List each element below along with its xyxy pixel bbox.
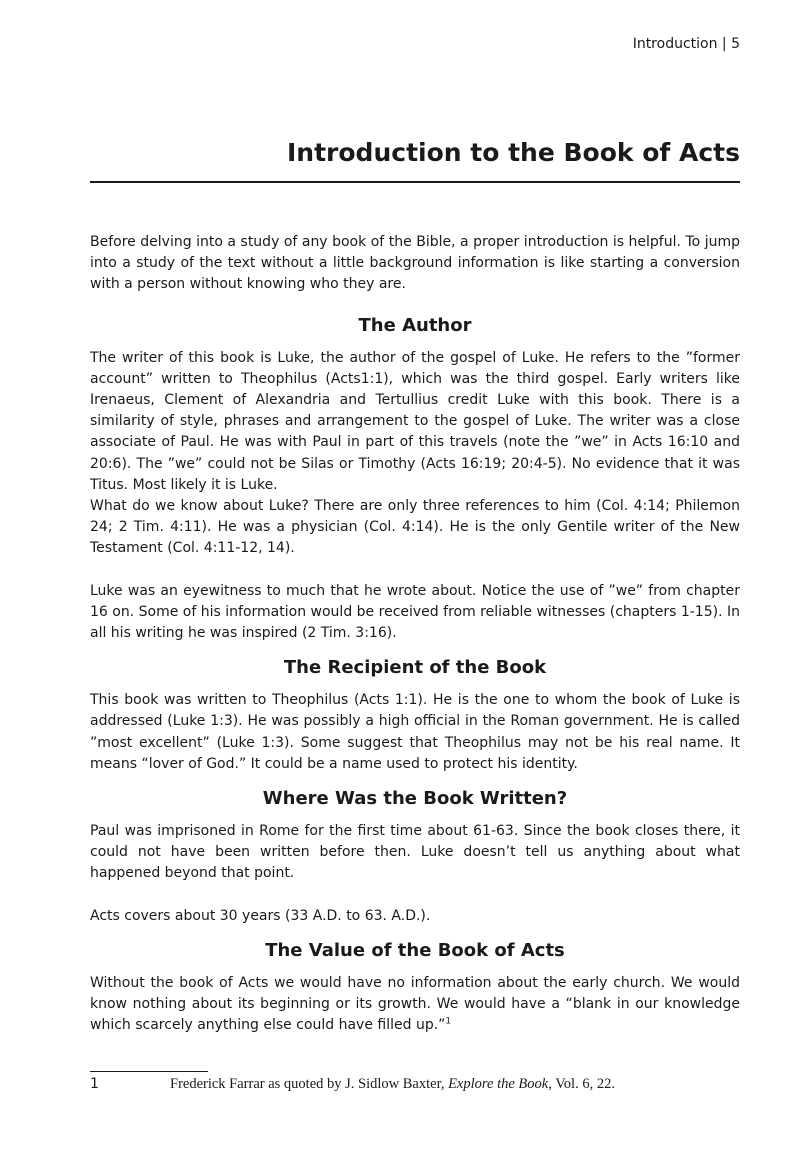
where-paragraph-1: Paul was imprisoned in Rome for the first time about 61-63. Since the book closes there, it could not have been written before then. Luke doesn’t tell us anything about what happened beyond that point. — [90, 823, 740, 882]
value-paragraph — [90, 973, 740, 1037]
footnote-reference[interactable]: 1 — [445, 1016, 452, 1027]
running-head: Introduction | 5 — [632, 36, 740, 52]
footnote-rule — [90, 1071, 208, 1072]
footnote-text: Frederick Farrar as quoted by J. Sidlow Baxter, — [170, 1076, 449, 1092]
author-paragraph-3: Luke was an eyewitness to much that he wrote about. Notice the use of ”we” from chapter 16 on. Some of his information would be received from reliable witnesses (chapters 1-15). In all his writing he was inspired (2 Tim. 3:16). — [90, 582, 740, 642]
author-paragraph-2: What do we know about Luke? There are only three references to him (Col. 4:14; Philemon 24; 2 Tim. 4:11). He was a physician (Col. 4:14). He is the only Gentile writer of the New Testament (Col. 4:11-12, 14). — [90, 498, 740, 557]
recipient-paragraph: This book was written to Theophilus (Acts 1:1). He is the one to whom the book of Luke is addressed (Luke 1:3). He was possibly a high official in the Roman government. He is called ”most excellent” (Luke 1:3). Some suggest that Theophilus may not be his real name. It means “lover of God.” It could be a name used to protect his identity. — [90, 692, 740, 772]
page-title: Introduction to the Book of Acts — [287, 138, 740, 167]
footnote — [90, 1076, 740, 1093]
section-heading-author: The Author — [358, 314, 472, 336]
value-paragraph-text: Without the book of Acts we would have no information about the early church. We would know nothing about its beginning or its growth. We would have a “blank in our knowledge which scarcely anything else could have filled up.” — [90, 974, 740, 1034]
where-paragraph-2: Acts covers about 30 years (33 A.D. to 63. A.D.). — [90, 907, 431, 924]
section-heading-where: Where Was the Book Written? — [262, 788, 568, 810]
section-heading-recipient: The Recipient of the Book — [283, 657, 547, 679]
author-paragraph-1: The writer of this book is Luke, the author of the gospel of Luke. He refers to the ”former account” written to Theophilus (Acts1:1), which was the third gospel. Early writers like Irenaeus, Clement of Alexandria and Tertullius credit Luke with this book. There is a similarity of style, phrases and arrangement to the gospel of Luke. The writer was a close associate of Paul. He was with Paul in part of this travels (note the ”we” in Acts 16:10 and 20:6). The ”we” could not be Silas or Timothy (Acts 16:19; 20:4-5). No evidence that it was Titus. Most likely it is Luke. — [90, 349, 740, 493]
intro-paragraph: Before delving into a study of any book of the Bible, a proper introduction is helpful. To jump into a study of the text without a little background information is like starting a conversion with a person without knowing who they are. — [90, 234, 740, 293]
footnote-book-title: Explore the Book — [448, 1076, 549, 1092]
section-heading-value: The Value of the Book of Acts — [265, 939, 565, 961]
footnote-text-end: , Vol. 6, 22. — [548, 1076, 615, 1092]
title-rule — [90, 181, 740, 183]
footnote-number: 1 — [90, 1076, 99, 1092]
body-text — [90, 232, 740, 1036]
